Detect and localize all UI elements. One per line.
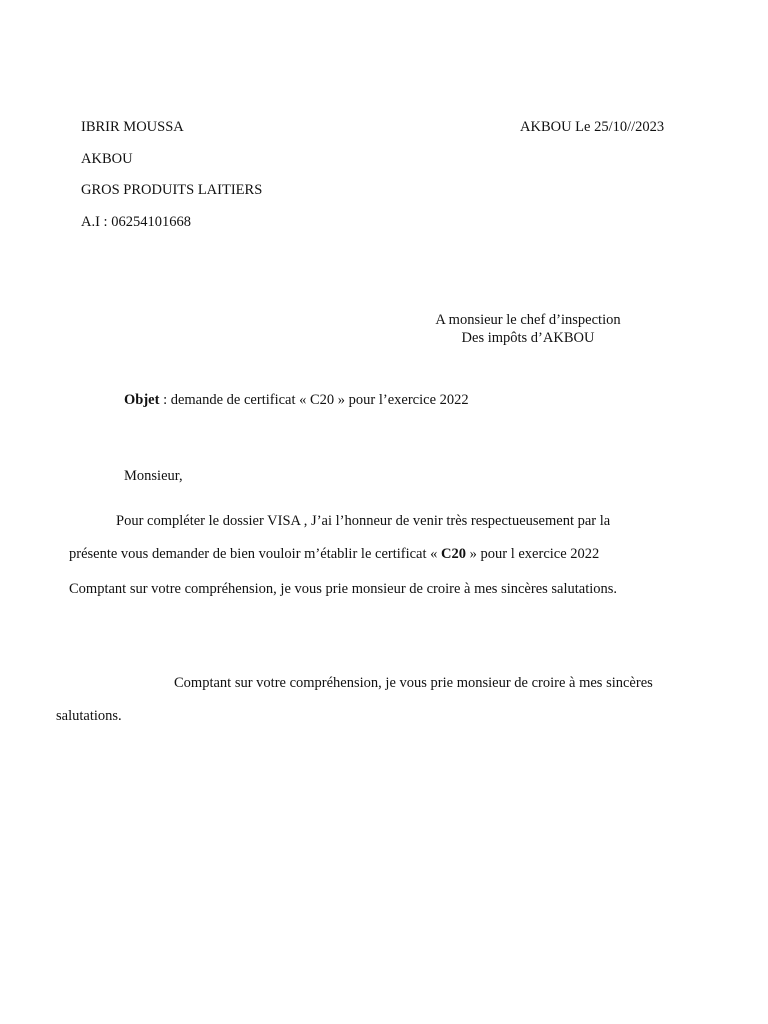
recipient-line-2: Des impôts d’AKBOU [461,330,595,346]
object-text: : demande de certificat « C20 » pour l’exercice 2022 [159,392,469,408]
closing-line-1: Comptant sur votre compréhension, je vous prie monsieur de croire à mes sincères [174,675,653,691]
body-line-2-start: présente vous demander de bien vouloir m’établir le certificat « [69,546,442,562]
sender-ai-number: A.I : 06254101668 [81,214,191,230]
certificate-code: C20 [441,546,467,562]
sender-company: GROS PRODUITS LAITIERS [81,182,263,198]
body-line-3: Comptant sur votre compréhension, je vous prie monsieur de croire à mes sincères salutations. [69,581,618,597]
closing-line-2: salutations. [56,708,122,724]
body-line-2-end: » pour l exercice 2022 [466,546,600,562]
date-line: AKBOU Le 25/10//2023 [520,119,665,135]
salutation: Monsieur, [124,468,183,484]
sender-name: IBRIR MOUSSA [81,119,184,135]
body-line-1: Pour compléter le dossier VISA , J’ai l’honneur de venir très respectueusement par la [116,513,611,529]
recipient-block [420,311,636,347]
object-line [124,391,469,409]
body-line-2 [69,545,599,563]
sender-city: AKBOU [81,151,133,167]
object-label: Objet [124,392,160,408]
recipient-line-1: A monsieur le chef d’inspection [435,312,621,328]
